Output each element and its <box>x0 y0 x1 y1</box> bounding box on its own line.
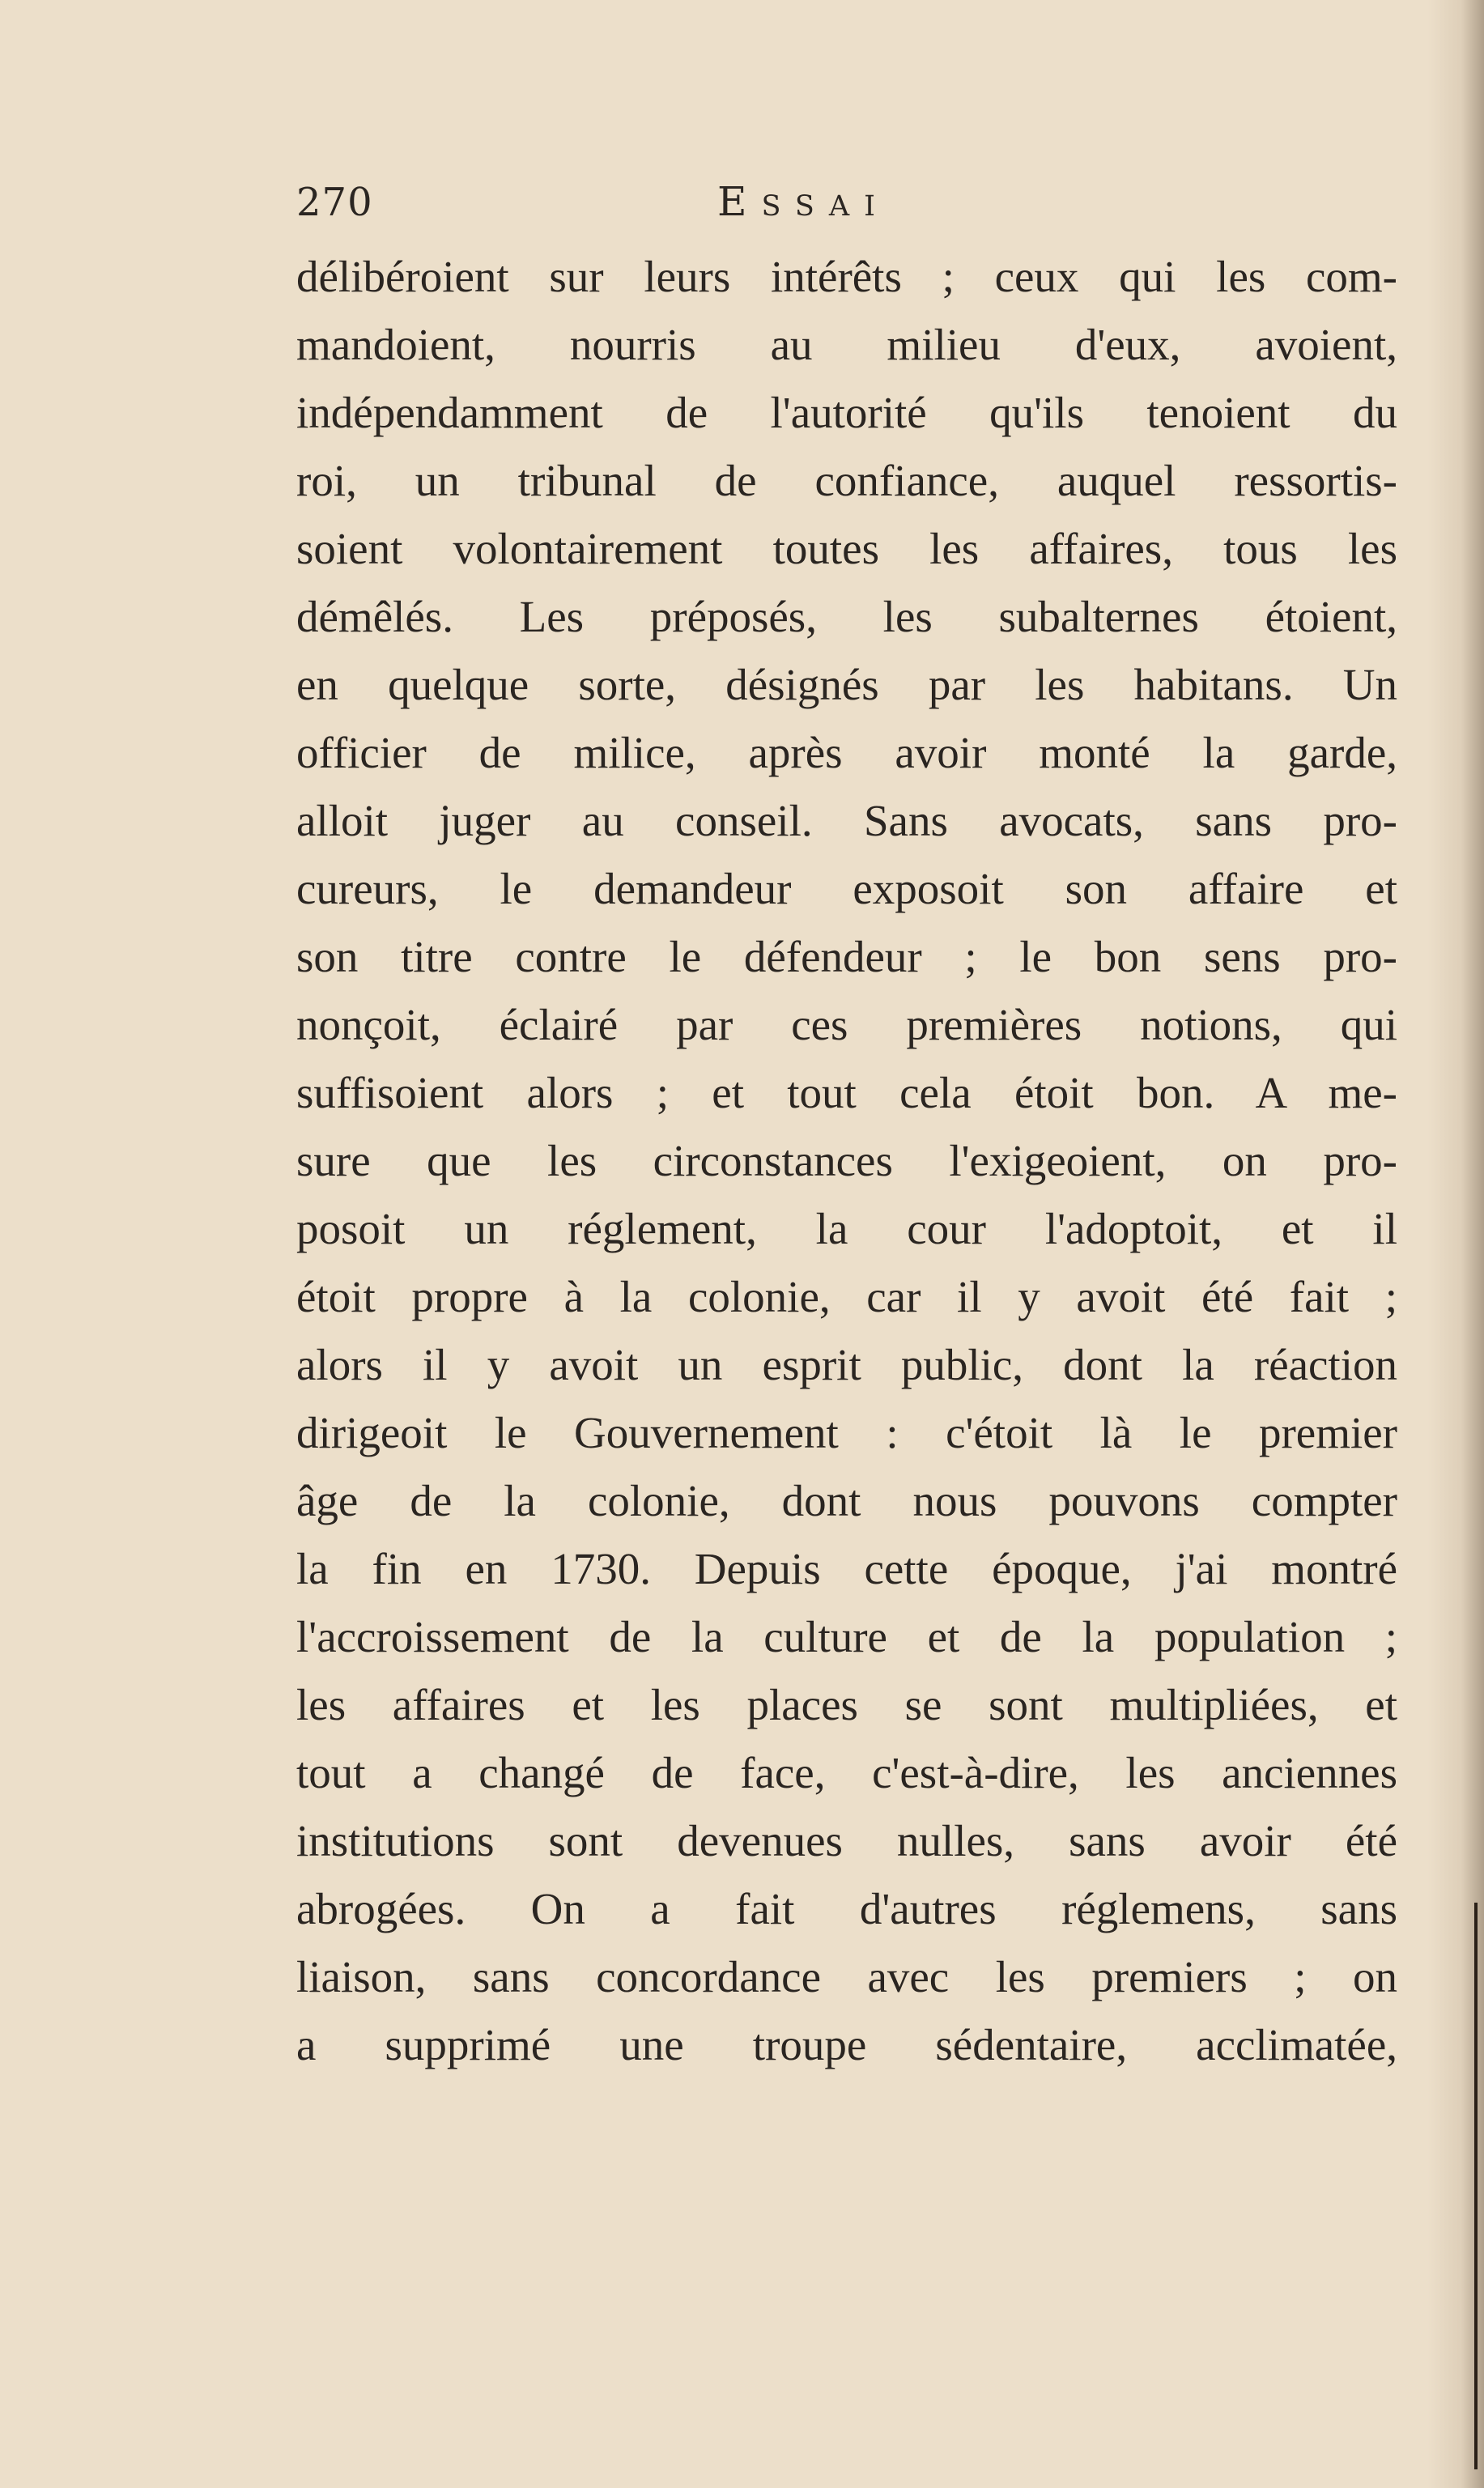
text-line: sure que les circonstances l'exigeoient, on pro- <box>296 1136 1397 1185</box>
text-line: abrogées. On a fait d'autres réglemens, sans <box>296 1884 1397 1933</box>
text-line: liaison, sans concordance avec les premiers ; on <box>296 1952 1397 2001</box>
text-line: officier de milice, après avoir monté la garde, <box>296 728 1397 777</box>
text-line: la fin en 1730. Depuis cette époque, j'ai montré <box>296 1544 1397 1593</box>
text-line: roi, un tribunal de confiance, auquel ressortis- <box>296 456 1397 505</box>
text-line: institutions sont devenues nulles, sans avoir été <box>296 1816 1397 1865</box>
text-line: en quelque sorte, désignés par les habitans. Un <box>296 660 1397 709</box>
running-head <box>296 172 1389 245</box>
body-text <box>296 243 1397 2079</box>
text-line: posoit un réglement, la cour l'adoptoit, et il <box>296 1204 1397 1253</box>
text-line: mandoient, nourris au milieu d'eux, avoient, <box>296 320 1397 369</box>
text-line: tout a changé de face, c'est-à-dire, les anciennes <box>296 1748 1397 1797</box>
text-line: soient volontairement toutes les affaires, tous les <box>296 524 1397 573</box>
text-line: son titre contre le défendeur ; le bon sens pro- <box>296 932 1397 981</box>
text-line: dirigeoit le Gouvernement : c'étoit là le premier <box>296 1408 1397 1457</box>
text-line: étoit propre à la colonie, car il y avoit été fait ; <box>296 1272 1397 1321</box>
page-edge <box>1474 1903 1478 2469</box>
text-line: a supprimé une troupe sédentaire, acclimatée, <box>296 2020 1397 2069</box>
text-line: alloit juger au conseil. Sans avocats, sans pro- <box>296 796 1397 845</box>
text-line: les affaires et les places se sont multipliées, et <box>296 1680 1397 1729</box>
running-title: Essai <box>717 178 890 225</box>
page-number: 270 <box>296 180 373 225</box>
text-line: démêlés. Les préposés, les subalternes étoient, <box>296 592 1397 641</box>
text-line: alors il y avoit un esprit public, dont la réaction <box>296 1340 1397 1389</box>
text-line: l'accroissement de la culture et de la population ; <box>296 1612 1397 1661</box>
text-line: suffisoient alors ; et tout cela étoit bon. A me- <box>296 1068 1397 1117</box>
text-line: délibéroient sur leurs intérêts ; ceux qui les com- <box>296 252 1397 301</box>
text-line: indépendamment de l'autorité qu'ils tenoient du <box>296 388 1397 437</box>
text-line: cureurs, le demandeur exposoit son affaire et <box>296 864 1397 913</box>
text-line: nonçoit, éclairé par ces premières notions, qui <box>296 1000 1397 1049</box>
text-line: âge de la colonie, dont nous pouvons compter <box>296 1476 1397 1525</box>
